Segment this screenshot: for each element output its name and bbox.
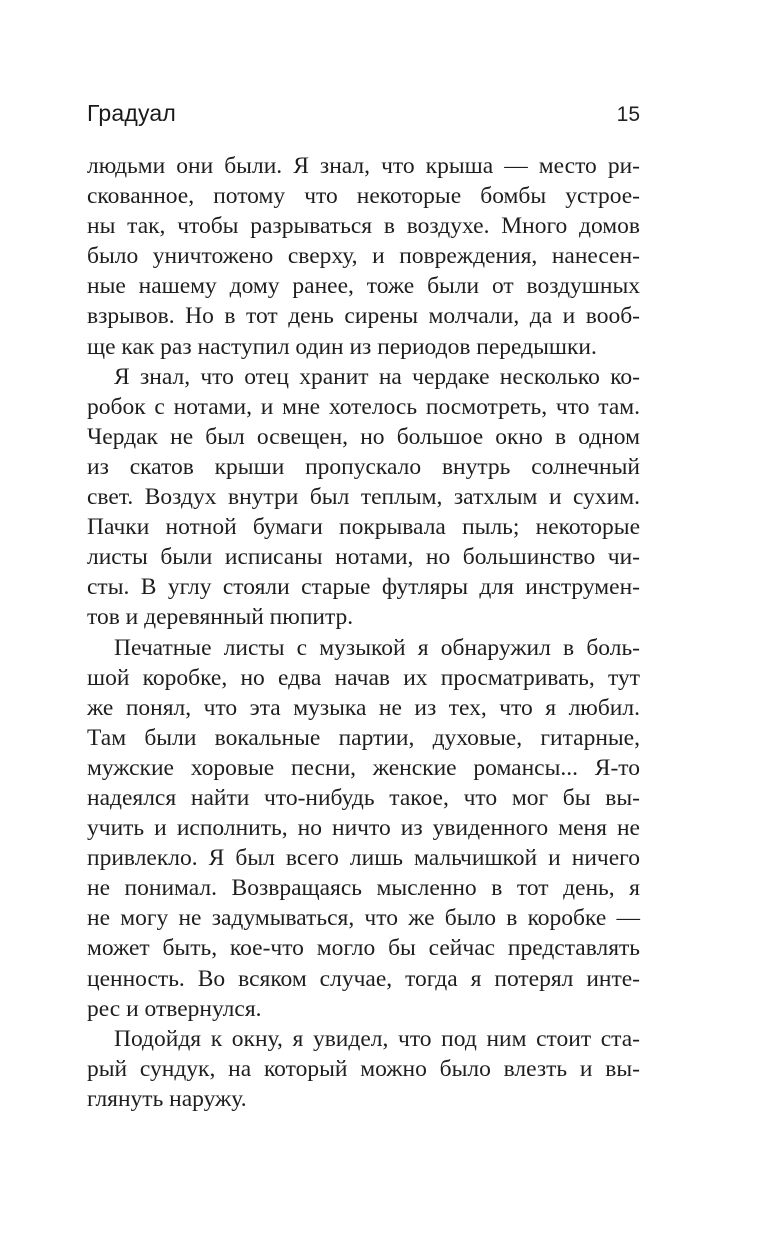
text-line: может быть, кое-что могло бы сейчас представлять: [87, 935, 640, 962]
text-line: Печатные листы с музыкой я обнаружил в боль-: [114, 634, 640, 661]
text-line: робок с нотами, и мне хотелось посмотреть, что там.: [87, 393, 640, 420]
text-body: [87, 151, 640, 1114]
text-line: не могу не задумываться, что же было в коробке —: [87, 905, 640, 932]
text-line: ценность. Во всяком случае, тогда я потерял инте-: [87, 965, 640, 992]
text-line: листы были исписаны нотами, но большинство чи-: [87, 544, 640, 571]
text-line: из скатов крыши пропускало внутрь солнечный: [87, 453, 640, 480]
paragraph: [87, 633, 640, 1024]
text-line: людьми они были. Я знал, что крыша — место ри-: [87, 153, 640, 179]
text-line: взрывов. Но в тот день сирены молчали, да и вооб-: [87, 303, 640, 330]
page-number: 15: [616, 103, 640, 126]
paragraph: [87, 1024, 640, 1114]
text-line: же понял, что эта музыка не из тех, что я любил.: [87, 694, 640, 721]
text-line: Пачки нотной бумаги покрывала пыль; некоторые: [87, 514, 640, 541]
text-line: надеялся найти что-нибудь такое, что мог бы вы-: [87, 784, 640, 811]
text-line: было уничтожено сверху, и повреждения, нанесен-: [87, 243, 640, 270]
text-line: Чердак не был освещен, но большое окно в одном: [87, 423, 640, 450]
text-line: учить и исполнить, но ничто из увиденного меня не: [87, 815, 640, 842]
text-line: ще как раз наступил один из периодов передышки.: [87, 333, 597, 360]
book-title: Градуал: [87, 100, 177, 126]
text-line: сты. В углу стояли старые футляры для инструмен-: [87, 574, 640, 601]
text-line: рес и отвернулся.: [87, 995, 262, 1022]
text-line: привлекло. Я был всего лишь мальчишкой и ничего: [87, 845, 640, 872]
text-line: Я знал, что отец хранит на чердаке несколько ко-: [114, 363, 640, 390]
paragraph: [87, 151, 640, 362]
text-line: тов и деревянный пюпитр.: [87, 604, 354, 631]
paragraph: [87, 362, 640, 633]
text-line: ные нашему дому ранее, тоже были от воздушных: [87, 273, 640, 300]
text-line: скованное, потому что некоторые бомбы устрое-: [87, 183, 640, 210]
text-line: рый сундук, на который можно было влезть и вы-: [87, 1055, 640, 1082]
text-line: свет. Воздух внутри был теплым, затхлым и сухим.: [87, 484, 640, 511]
text-line: Там были вокальные партии, духовые, гитарные,: [87, 724, 640, 751]
text-line: шой коробке, но едва начав их просматривать, тут: [87, 664, 640, 691]
text-line: мужские хоровые песни, женские романсы... Я-то: [87, 754, 640, 781]
page-header: [87, 100, 640, 127]
text-line: Подойдя к окну, я увидел, что под ним стоит ста-: [114, 1025, 640, 1052]
text-line: глянуть наружу.: [87, 1085, 247, 1112]
text-line: ны так, чтобы разрываться в воздухе. Много домов: [87, 213, 640, 240]
text-line: не понимал. Возвращаясь мысленно в тот день, я: [87, 875, 640, 902]
